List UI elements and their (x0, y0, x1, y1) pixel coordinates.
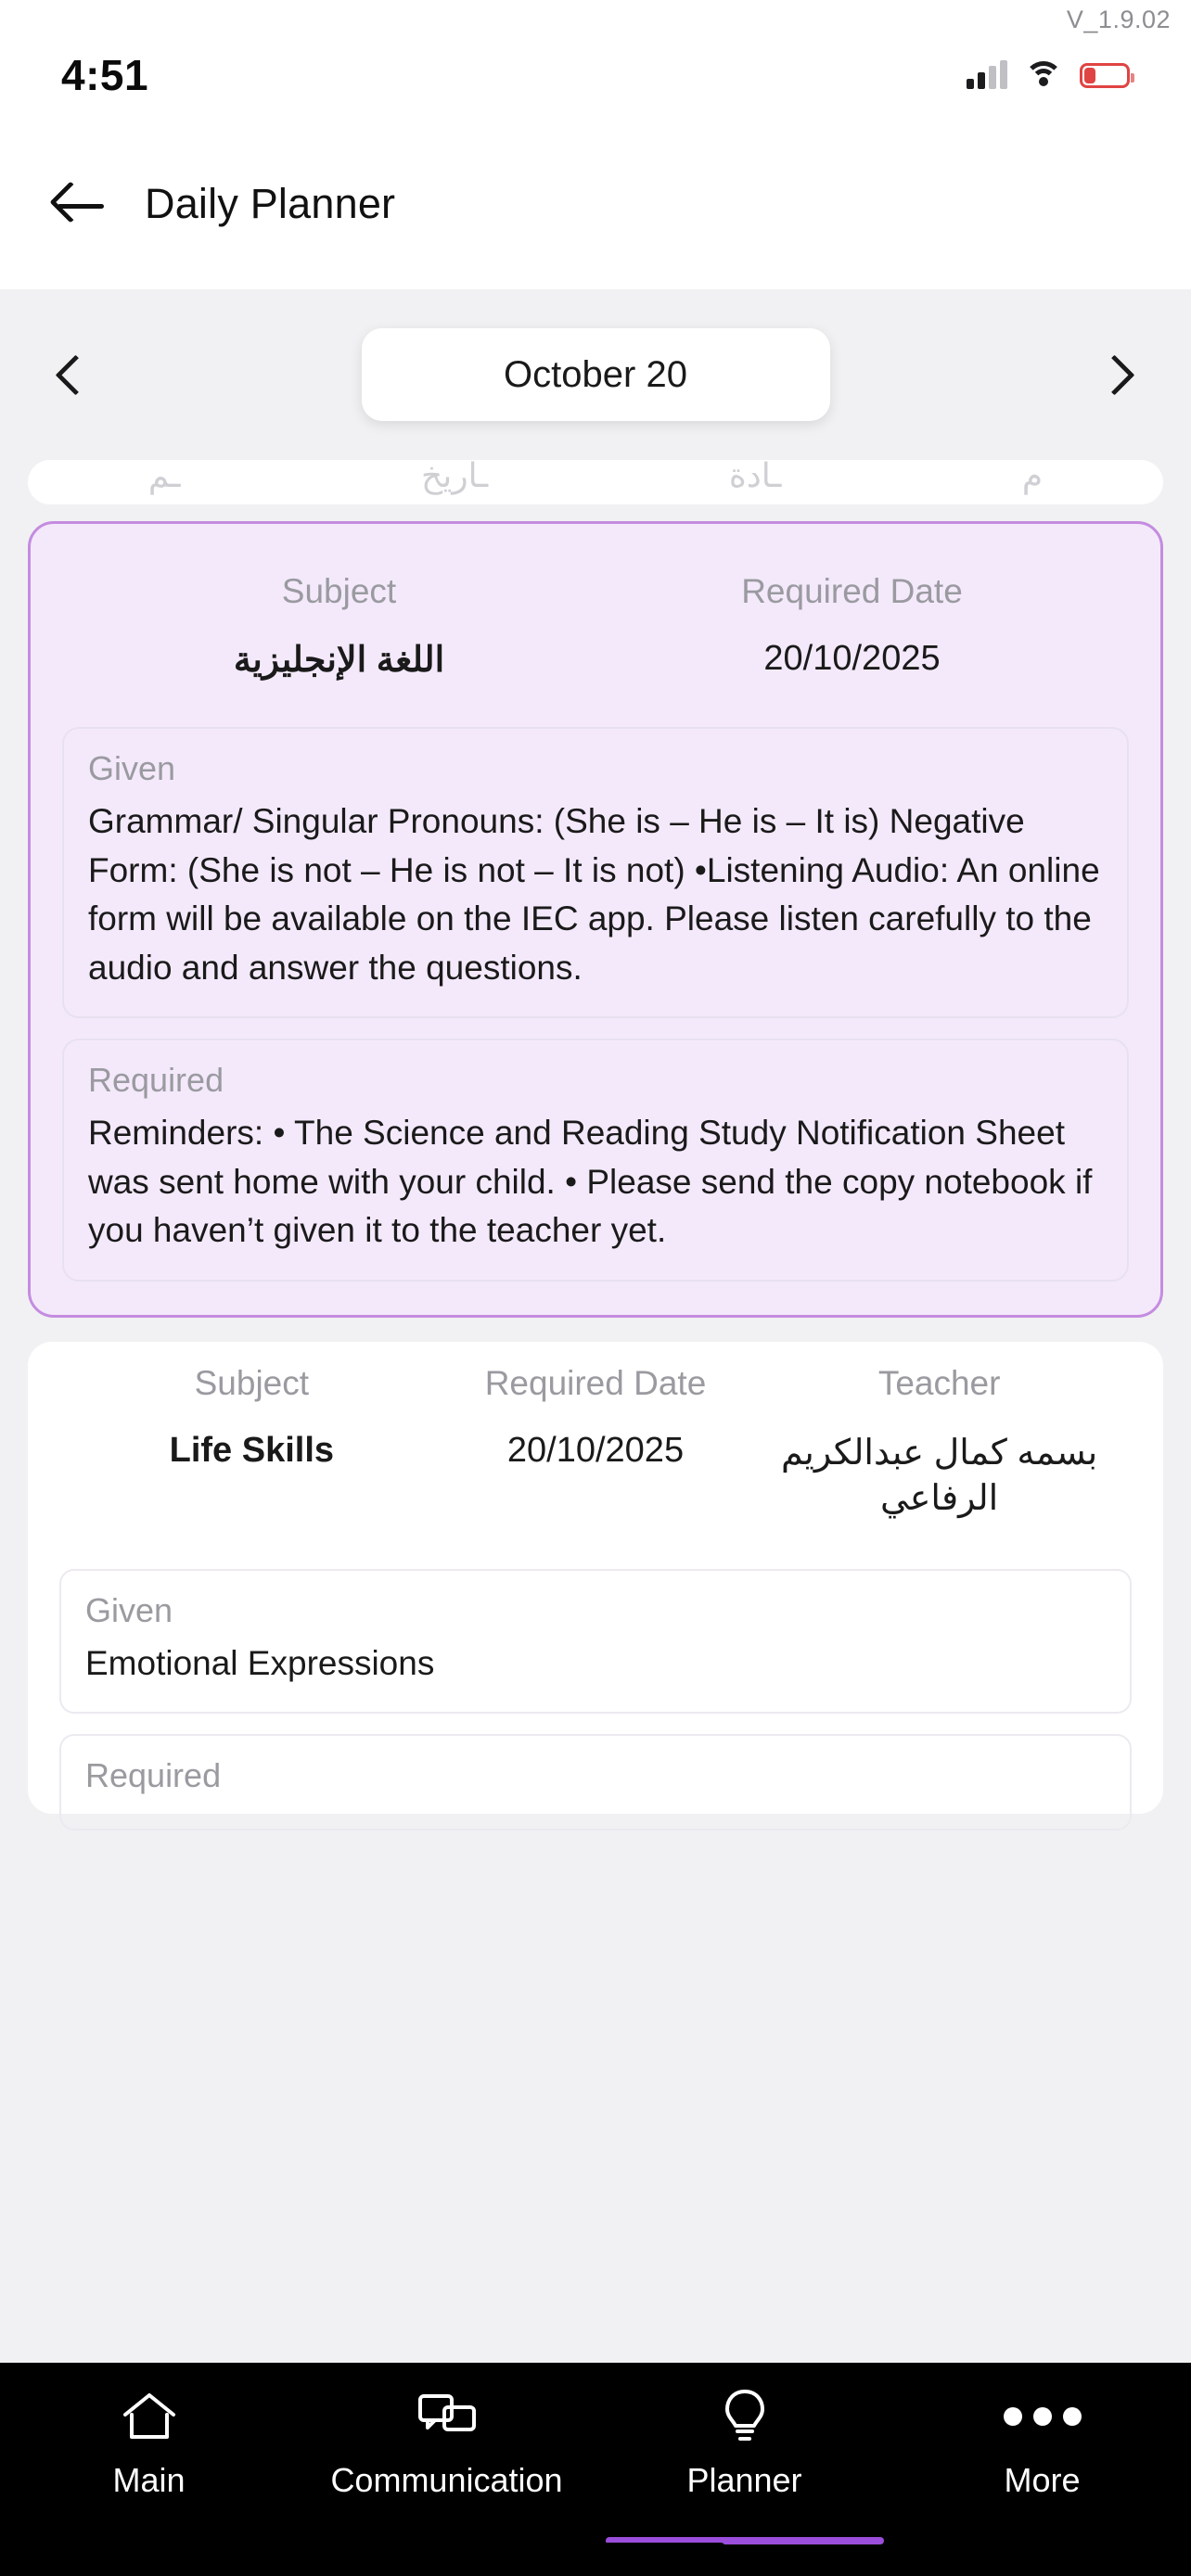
wifi-icon (1024, 61, 1063, 89)
given-label: Given (85, 1590, 173, 1629)
card-values (62, 611, 1129, 707)
required-date-value: 20/10/2025 (763, 639, 941, 678)
list-item[interactable] (28, 1342, 1163, 1814)
status-bar (0, 0, 1191, 119)
subject-value: Life Skills (169, 1430, 335, 1470)
back-arrow-icon[interactable] (52, 175, 109, 233)
chat-bubbles-icon (417, 2387, 477, 2446)
current-date-pill[interactable]: October 20 (362, 328, 830, 421)
card-column-headers (59, 1351, 1132, 1403)
given-field (59, 1569, 1132, 1715)
clipped-col-4: ـم (147, 456, 181, 494)
app-version-label: V_1.9.02 (1066, 6, 1171, 33)
column-header-subject: Subject (194, 1363, 310, 1402)
given-text: Emotional Expressions (85, 1643, 435, 1682)
tab-communication[interactable] (298, 2387, 596, 2500)
app-header (0, 119, 1191, 289)
chevron-left-icon[interactable] (52, 353, 95, 396)
tab-main[interactable] (0, 2387, 298, 2500)
home-indicator (466, 2543, 725, 2552)
tab-label: Main (112, 2461, 186, 2499)
planner-list[interactable] (0, 456, 1191, 2576)
ellipsis-icon (1013, 2387, 1072, 2446)
subject-value: اللغة الإنجليزية (233, 641, 445, 680)
column-header-teacher: Teacher (877, 1363, 1001, 1402)
required-label: Required (85, 1756, 222, 1795)
card-values (59, 1403, 1132, 1549)
tab-planner[interactable] (596, 2387, 893, 2500)
tab-label: Communication (330, 2461, 563, 2499)
battery-low-icon (1080, 63, 1130, 88)
required-field (62, 1039, 1129, 1282)
clipped-col-1: م (1021, 456, 1044, 494)
column-header-subject: Subject (281, 572, 397, 610)
tab-label: More (1004, 2461, 1081, 2499)
clipped-col-3: ـاريخ (421, 456, 489, 494)
chevron-right-icon[interactable] (1096, 353, 1139, 396)
given-label: Given (88, 749, 176, 787)
required-date-value: 20/10/2025 (506, 1430, 685, 1470)
status-icons (967, 61, 1130, 89)
clipped-required-field (59, 1734, 1132, 1795)
given-text: Grammar/ Singular Pronouns: (She is – He is – It is) Negative Form: (She is not – He is not – It is not) •Listening Audio: An online form will be available on the IEC app. Please listen carefully to the audio and answer the questions. (88, 802, 1100, 987)
lightbulb-icon (715, 2387, 775, 2446)
page-title: Daily Planner (145, 180, 396, 227)
column-header-required-date: Required Date (484, 1363, 707, 1402)
required-label: Required (88, 1061, 224, 1100)
given-field (62, 727, 1129, 1018)
tab-label: Planner (686, 2461, 802, 2499)
column-header-required-date: Required Date (741, 572, 963, 610)
status-time: 4:51 (61, 51, 149, 99)
tab-more[interactable] (893, 2387, 1191, 2500)
required-text: Reminders: • The Science and Reading Study Notification Sheet was sent home with your child. • Please send the copy notebook if you haven’t given it to the teacher yet. (88, 1114, 1093, 1250)
cellular-signal-icon (967, 61, 1007, 89)
teacher-value: بسمه كمال عبدالكريم الرفاعي (781, 1433, 1098, 1519)
date-selector (0, 289, 1191, 460)
list-item[interactable] (28, 521, 1163, 1318)
list-item[interactable] (28, 456, 1163, 504)
clipped-col-2: ـادة (728, 456, 782, 494)
home-icon (120, 2387, 179, 2446)
clipped-row (28, 456, 1163, 495)
card-column-headers (62, 559, 1129, 611)
